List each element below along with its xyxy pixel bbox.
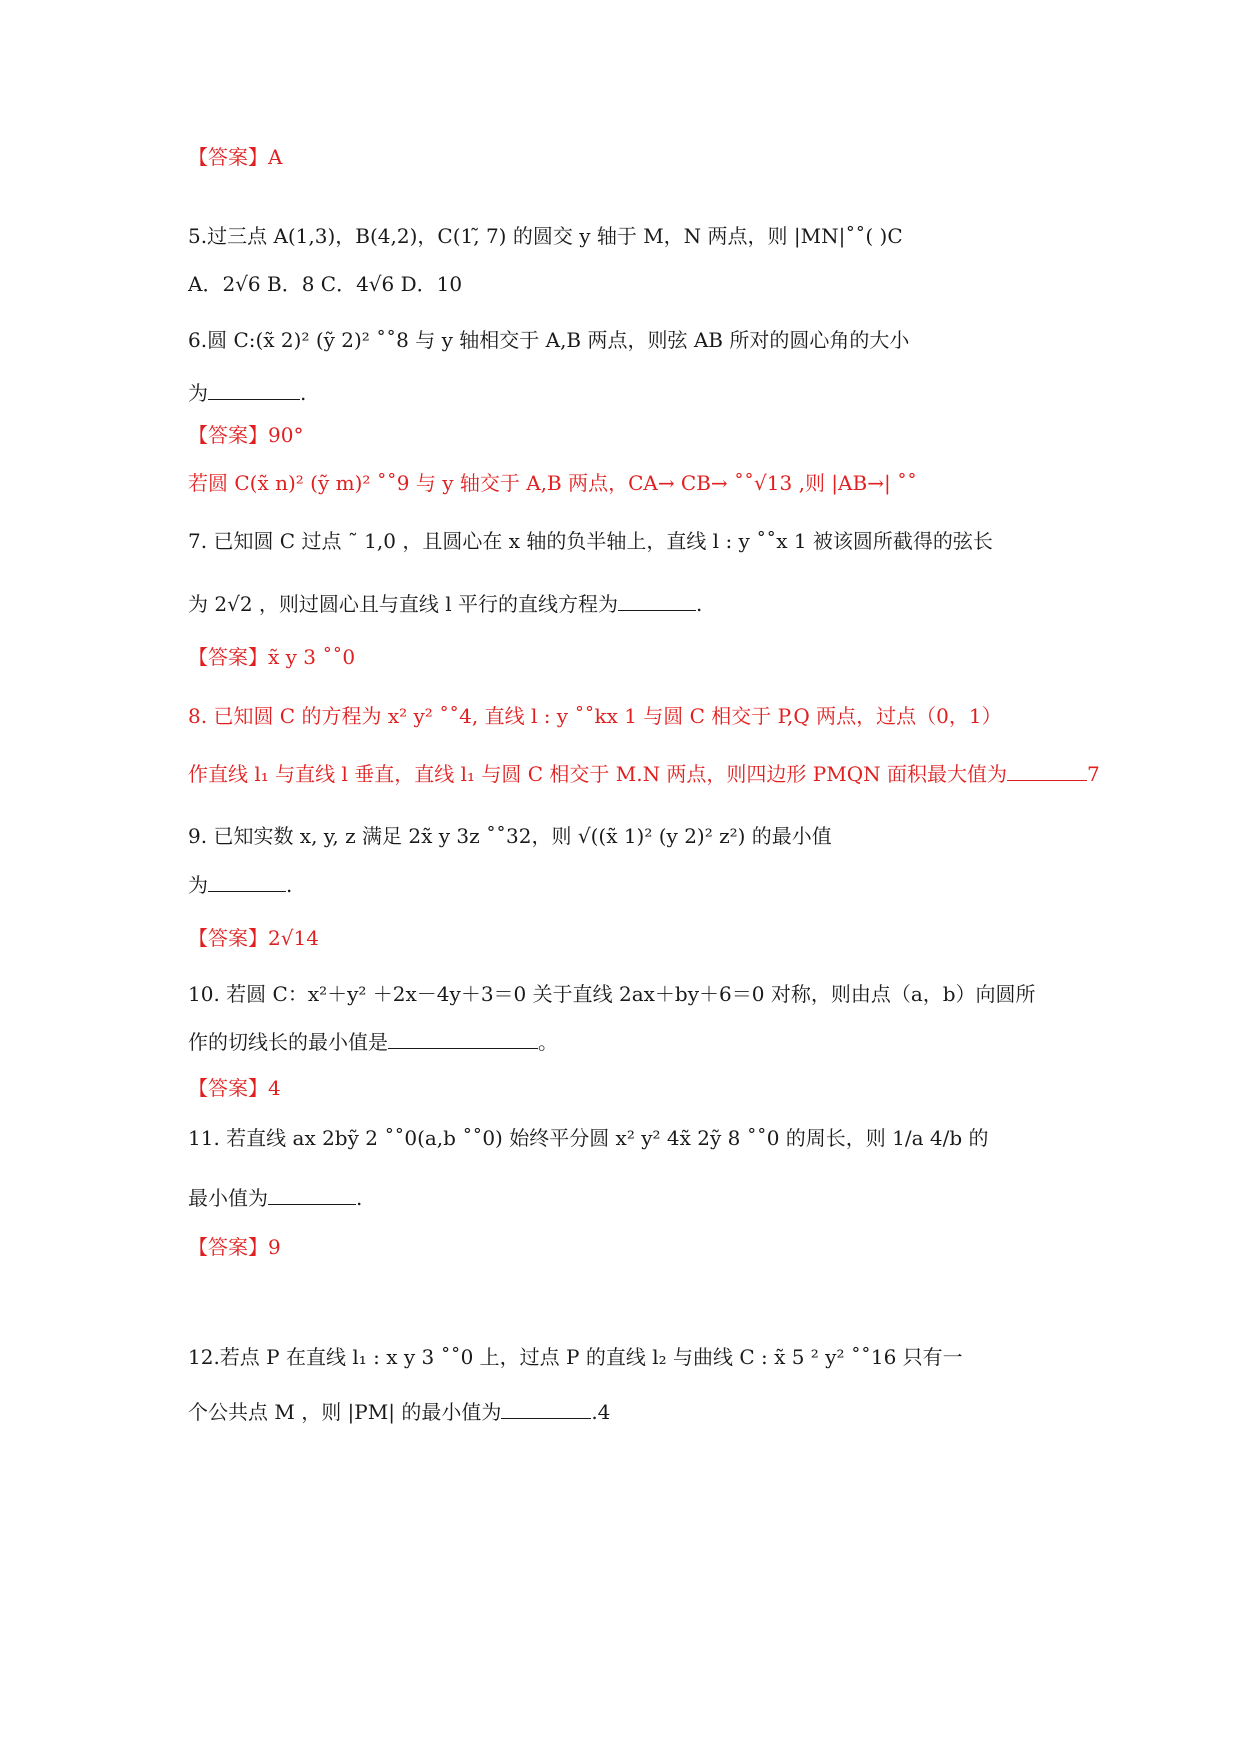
answer-blank[interactable]	[208, 381, 300, 400]
question-6-prefix: 为	[188, 381, 208, 405]
question-10-line-2	[188, 1030, 558, 1054]
question-10-end: 。	[538, 1030, 558, 1054]
answer-blank[interactable]	[388, 1030, 538, 1049]
question-5: 5.过三点 A(1,3)，B(4,2)，C(1,̃ 7) 的圆交 y 轴于 M，N 两点，则 |MN|˚˚( )C	[188, 224, 903, 248]
question-6-line-1: 6.圆 C:(x̃ 2)² (ỹ 2)² ˚˚8 与 y 轴相交于 A,B 两点，则弦 AB 所对的圆心角的大小	[188, 328, 910, 352]
question-8-answer: 7	[1086, 762, 1100, 786]
question-9-line-2: 为 .	[188, 873, 293, 897]
answer-line-6: 【答案】90°	[188, 423, 304, 447]
question-12-prefix: 个公共点 M ，则 |PM| 的最小值为	[188, 1400, 502, 1424]
question-8-line-1: 8. 已知圆 C 的方程为 x² y² ˚˚4, 直线 l : y ˚˚kx 1 与圆 C 相交于 P,Q 两点，过点（0，1）	[188, 704, 1002, 728]
answer-blank[interactable]	[618, 592, 696, 611]
question-7-prefix: 为 2√2 ，则过圆心且与直线 l 平行的直线方程为	[188, 592, 619, 616]
question-11-prefix: 最小值为	[188, 1186, 268, 1210]
question-12-line-1: 12.若点 P 在直线 l₁ : x y 3 ˚˚0 上，过点 P 的直线 l₂ 与曲线 C : x̃ 5 ² y² ˚˚16 只有一	[188, 1345, 963, 1369]
question-11-line-2: 最小值为 .	[188, 1186, 363, 1210]
question-8-prefix: 作直线 l₁ 与直线 l 垂直，直线 l₁ 与圆 C 相交于 M.N 两点，则四边形 PMQN 面积最大值为	[188, 762, 1007, 786]
answer-line-10: 【答案】4	[188, 1076, 281, 1100]
answer-blank[interactable]	[501, 1400, 591, 1419]
answer-line-11: 【答案】9	[188, 1235, 281, 1259]
question-8-line-2	[188, 762, 1100, 786]
options-text: A．2√6 B．8 C．4√6 D．10	[188, 272, 463, 296]
answer-blank[interactable]	[268, 1186, 356, 1205]
answer-line-4: 【答案】A	[188, 145, 283, 169]
question-7-line-2: 为 2√2 ，则过圆心且与直线 l 平行的直线方程为 .	[188, 592, 703, 616]
question-7-line-1: 7. 已知圆 C 过点 ˜ 1,0 ，且圆心在 x 轴的负半轴上，直线 l : y ˚˚x 1 被该圆所截得的弦长	[188, 529, 993, 553]
question-12-answer: .4	[591, 1400, 611, 1424]
question-10-prefix: 作的切线长的最小值是	[188, 1030, 388, 1054]
question-10-line-1: 10. 若圆 C：x²＋y² ＋2x－4y＋3＝0 关于直线 2ax＋by＋6＝0 对称，则由点（a，b）向圆所	[188, 982, 1036, 1006]
question-9-prefix: 为	[188, 873, 208, 897]
question-5-options	[188, 272, 462, 296]
answer-blank[interactable]	[1007, 762, 1087, 781]
answer-line-7: 【答案】x̃ y 3 ˚˚0	[188, 645, 356, 669]
question-9-line-1: 9. 已知实数 x, y, z 满足 2x̃ y 3z ˚˚32，则 √((x̃ 1)² (y 2)² z²) 的最小值	[188, 824, 832, 848]
question-6-line-2: 为 .	[188, 381, 307, 405]
question-11-line-1: 11. 若直线 ax 2bỹ 2 ˚˚0(a,b ˚˚0) 始终平分圆 x² y² 4x̃ 2ỹ 8 ˚˚0 的周长，则 1/a 4/b 的	[188, 1126, 989, 1150]
question-6-extension: 若圆 C(x̃ n)² (ỹ m)² ˚˚9 与 y 轴交于 A,B 两点，CA→ CB→ ˚˚√13 ,则 |AB→| ˚˚	[188, 471, 918, 495]
answer-line-9: 【答案】2√14	[188, 926, 319, 950]
answer-blank[interactable]	[208, 873, 286, 892]
question-12-line-2	[188, 1400, 610, 1424]
